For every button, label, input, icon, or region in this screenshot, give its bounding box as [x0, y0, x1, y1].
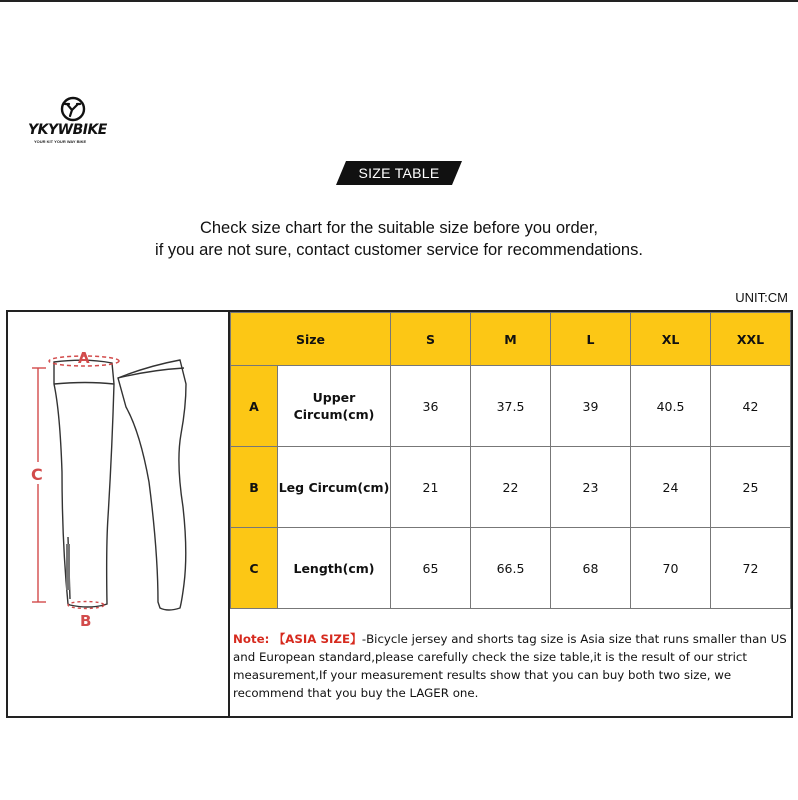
unit-label: UNIT:CM: [735, 290, 788, 305]
note-asia-size: 【ASIA SIZE】: [273, 632, 362, 646]
row-label: Length(cm): [278, 528, 391, 609]
note-prefix: Note:: [233, 632, 274, 646]
measure-c-label: C: [31, 465, 43, 484]
table-cell: 40.5: [631, 366, 711, 447]
measure-b-label: B: [80, 612, 92, 630]
asia-size-note: [233, 630, 793, 702]
measure-a-label: A: [78, 349, 90, 367]
table-cell: 66.5: [471, 528, 551, 609]
table-cell: 24: [631, 447, 711, 528]
header-s: S: [391, 313, 471, 366]
size-table-header: [231, 313, 791, 366]
table-row: [231, 528, 791, 609]
table-cell: 42: [711, 366, 791, 447]
leg-warmer-diagram: [8, 312, 228, 716]
leg-warmer-front: [54, 360, 114, 607]
header-xxl: XXL: [711, 313, 791, 366]
brand-tagline: YOUR KIT YOUR WAY BIKE: [34, 139, 87, 144]
table-cell: 23: [551, 447, 631, 528]
table-row: [231, 447, 791, 528]
table-cell: 25: [711, 447, 791, 528]
banner-title: SIZE TABLE: [358, 165, 440, 181]
row-key: A: [231, 366, 278, 447]
intro-line-2: if you are not sure, contact customer service for recommendations.: [155, 241, 643, 259]
intro-line-1: Check size chart for the suitable size before you order,: [199, 219, 599, 237]
header-m: M: [471, 313, 551, 366]
table-cell: 22: [471, 447, 551, 528]
zipper-detail: [66, 544, 70, 590]
brand-logo: [28, 96, 128, 148]
table-cell: 39: [551, 366, 631, 447]
bike-logo-icon: [60, 96, 86, 122]
size-table-banner: [336, 161, 462, 185]
header-size: Size: [231, 313, 391, 366]
row-key: B: [231, 447, 278, 528]
size-table: [230, 312, 791, 609]
table-cell: 68: [551, 528, 631, 609]
table-cell: 72: [711, 528, 791, 609]
measure-c: [32, 368, 46, 602]
table-cell: 36: [391, 366, 471, 447]
table-cell: 37.5: [471, 366, 551, 447]
table-row: [231, 366, 791, 447]
note-text: -Bicycle jersey and shorts tag size is Asia size that runs smaller than US and European standard,please carefully check the size table,it is the result of our strict measurement,If your measurement results show that you can buy both two size, we recommend that you buy the LAGER one.: [233, 632, 787, 700]
header-l: L: [551, 313, 631, 366]
header-xl: XL: [631, 313, 711, 366]
row-label: Leg Circum(cm): [278, 447, 391, 528]
note-label: [233, 632, 362, 646]
row-label: Upper Circum(cm): [278, 366, 391, 447]
row-key: C: [231, 528, 278, 609]
table-cell: 21: [391, 447, 471, 528]
table-cell: 65: [391, 528, 471, 609]
top-border-line: [0, 0, 798, 2]
brand-name: YKYWBIKE: [28, 122, 107, 138]
table-cell: 70: [631, 528, 711, 609]
leg-warmer-back: [118, 360, 186, 610]
